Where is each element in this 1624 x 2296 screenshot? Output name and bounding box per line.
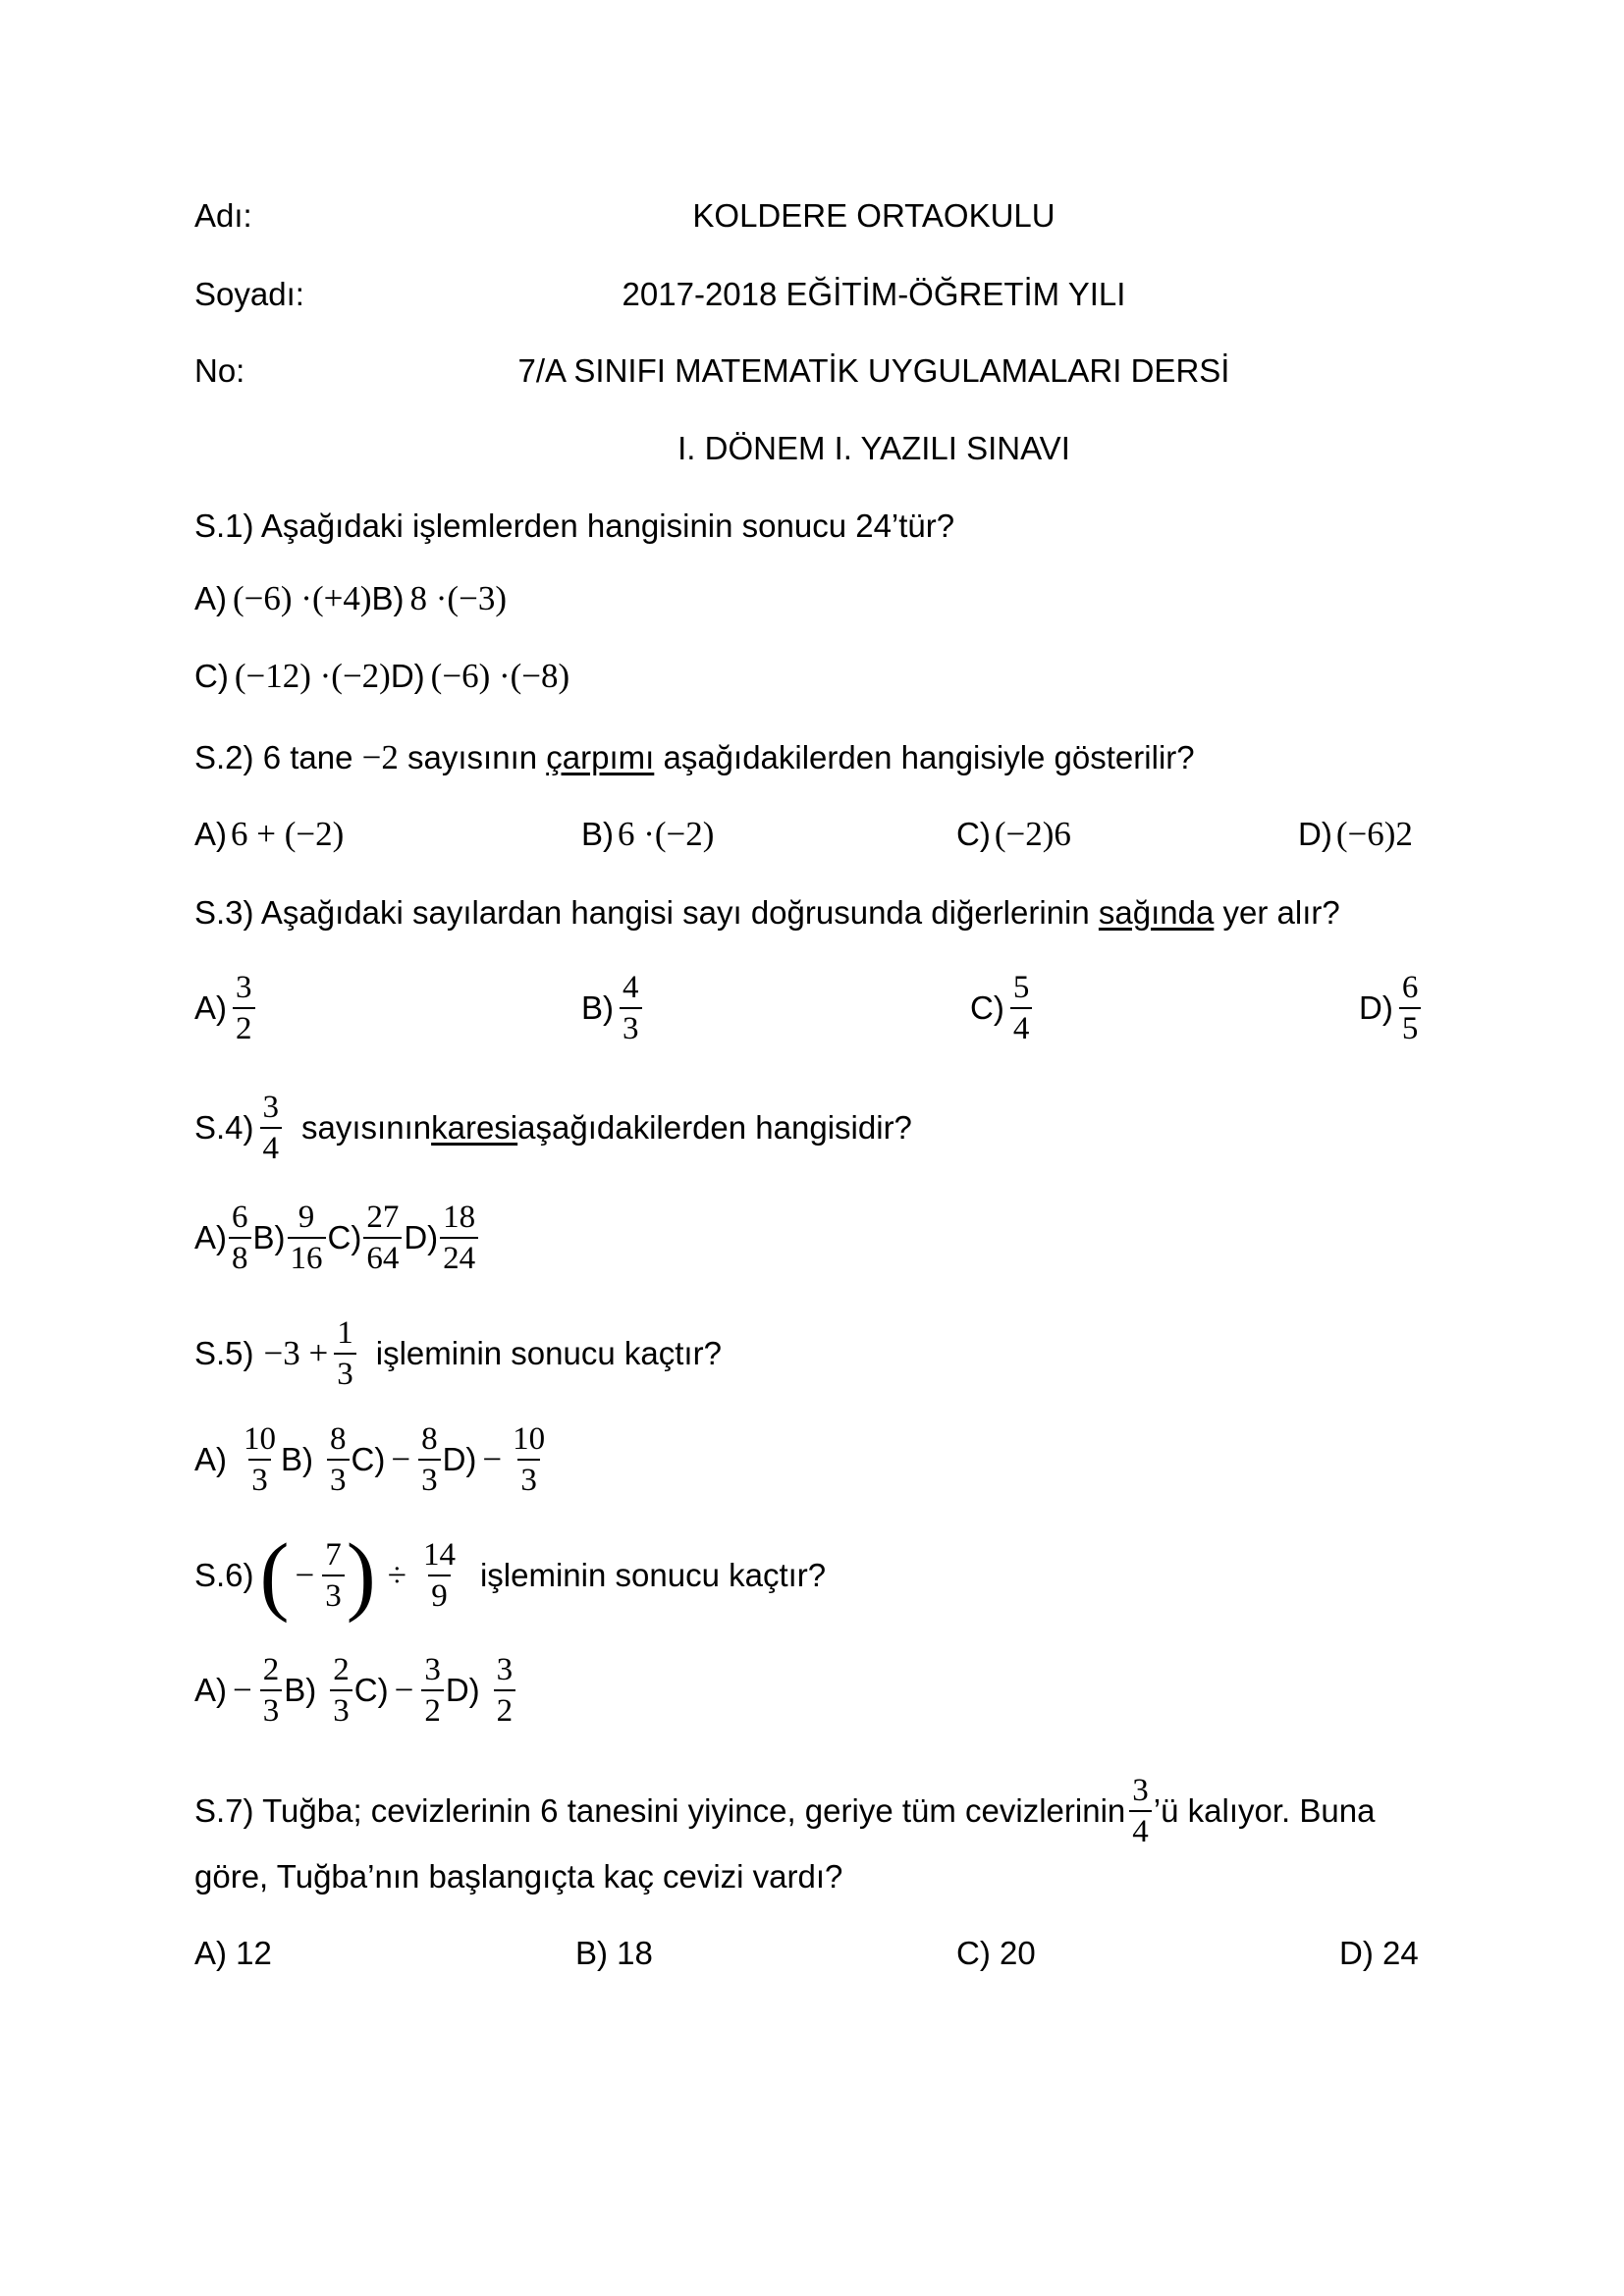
option-d-fraction: [440, 1200, 478, 1276]
option-d-label: D): [390, 658, 425, 694]
option-a-label: A): [194, 1672, 227, 1708]
name-label: Adı:: [194, 197, 252, 234]
numerator: 4: [623, 970, 639, 1005]
question-2-prefix: S.2) 6 tane: [194, 739, 362, 775]
option-d-sign: −: [482, 1440, 503, 1478]
school-title: KOLDERE ORTAOKULU: [692, 197, 1056, 234]
question-3-option-b: [581, 970, 644, 1046]
question-5-options: [194, 1421, 550, 1498]
option-b-label: B): [284, 1672, 317, 1708]
question-5-label: S.5): [194, 1335, 254, 1371]
question-1: S.1) Aşağıdaki işlemlerden hangisinin sonucu 24’tür?: [194, 507, 955, 544]
question-6: [194, 1526, 827, 1624]
denominator: 2: [421, 1689, 444, 1729]
course-title: 7/A SINIFI MATEMATİK UYGULAMALARI DERSİ: [517, 352, 1230, 389]
question-7-option-c: C) 20: [956, 1935, 1036, 1971]
denominator: 16: [288, 1237, 326, 1276]
denominator: 2: [494, 1689, 516, 1729]
denominator: 3: [322, 1575, 345, 1614]
question-5-fraction: [334, 1315, 356, 1392]
numerator: 5: [1012, 970, 1030, 1005]
numerator: 6: [1401, 970, 1419, 1005]
option-a-label: A): [194, 989, 227, 1026]
option-a-label: A): [194, 1441, 227, 1477]
denominator: 3: [330, 1689, 352, 1729]
option-c-value: (−12) ·(−2): [234, 657, 391, 695]
question-7-suffix: ’ü kalıyor. Buna: [1153, 1792, 1376, 1829]
option-a-label: A): [194, 1219, 227, 1255]
option-c-label: C): [956, 816, 991, 852]
open-parenthesis: (: [259, 1526, 290, 1624]
option-b-label: B): [371, 580, 405, 616]
option-c-exponent: 6: [1054, 815, 1071, 853]
option-b-label: B): [281, 1441, 313, 1477]
numerator: 9: [298, 1200, 315, 1235]
option-b-value: 6 ·(−2): [618, 815, 715, 853]
question-7-line-2: göre, Tuğba’nın başlangıçta kaç cevizi vardı?: [194, 1858, 843, 1895]
question-6-options: [194, 1652, 517, 1729]
numerator: 3: [236, 970, 252, 1005]
numerator: 8: [421, 1421, 438, 1457]
question-2: [194, 738, 1195, 777]
option-d-value: (−6) ·(−8): [430, 657, 570, 695]
question-3-option-a: [194, 970, 257, 1046]
question-3-prefix: S.3) Aşağıdaki sayılardan hangisi sayı doğrusunda diğerlerinin: [194, 894, 1099, 931]
question-5-expression: −3 +: [263, 1334, 329, 1372]
option-a-fraction: [241, 1421, 279, 1498]
denominator: 4: [1129, 1810, 1152, 1849]
numerator: 3: [262, 1090, 280, 1125]
option-a-sign: −: [233, 1671, 252, 1709]
question-4-fraction: [260, 1090, 283, 1166]
question-7-option-b: B) 18: [575, 1935, 653, 1971]
question-4-mid: sayısının: [301, 1109, 432, 1146]
option-b-fraction: [288, 1200, 326, 1276]
question-3-option-c: [970, 970, 1034, 1046]
question-6-suffix: işleminin sonucu kaçtır?: [479, 1557, 827, 1593]
denominator: 3: [418, 1459, 441, 1498]
question-3: [194, 893, 1340, 933]
denominator: 3: [327, 1459, 350, 1498]
numerator: 3: [424, 1652, 441, 1687]
option-b-label: B): [581, 989, 614, 1026]
numerator: 14: [422, 1537, 456, 1573]
numerator: 1: [337, 1315, 353, 1351]
option-a-value: (−6) ·(+4): [233, 579, 372, 617]
question-4-suffix: aşağıdakilerden hangisidir?: [517, 1109, 912, 1146]
option-d-base: (−6): [1335, 815, 1396, 853]
option-c-base: (−2): [994, 815, 1055, 853]
number-label: No:: [194, 352, 245, 389]
close-parenthesis: ): [346, 1526, 376, 1624]
denominator: 3: [334, 1353, 356, 1392]
question-2-number: −2: [361, 738, 399, 776]
option-b-label: B): [252, 1219, 286, 1255]
question-7-option-a: A) 12: [194, 1935, 272, 1971]
numerator: 27: [366, 1200, 400, 1235]
question-6-fraction-1: [322, 1537, 345, 1614]
question-2-option-d: [1298, 815, 1413, 854]
numerator: 10: [513, 1421, 546, 1457]
numerator: 2: [262, 1652, 280, 1687]
question-4: [194, 1090, 912, 1166]
option-c-label: C): [327, 1219, 362, 1255]
question-3-underlined: sağında: [1098, 894, 1215, 931]
option-c-fraction: [421, 1652, 444, 1729]
option-a-label: A): [194, 816, 227, 852]
question-2-mid: sayısının: [398, 739, 547, 775]
option-a-value: 6 + (−2): [231, 815, 345, 853]
question-6-label: S.6): [194, 1557, 254, 1593]
option-a-fraction: [233, 970, 255, 1046]
denominator: 3: [260, 1689, 283, 1729]
option-c-fraction: [418, 1421, 441, 1498]
question-5-suffix: işleminin sonucu kaçtır?: [375, 1335, 722, 1371]
option-c-label: C): [970, 989, 1004, 1026]
option-d-label: D): [404, 1219, 439, 1255]
option-a-fraction: [260, 1652, 283, 1729]
question-2-option-c: [956, 815, 1071, 854]
denominator: 3: [517, 1459, 540, 1498]
question-7-fraction: [1129, 1773, 1152, 1849]
option-b-fraction: [327, 1421, 350, 1498]
question-2-suffix: aşağıdakilerden hangisiyle gösterilir?: [654, 739, 1195, 775]
question-1-options-row-1: [194, 579, 507, 618]
denominator: 3: [620, 1007, 642, 1046]
option-d-fraction: [494, 1652, 516, 1729]
exam-title: I. DÖNEM I. YAZILI SINAVI: [677, 430, 1070, 466]
option-c-label: C): [194, 658, 229, 694]
option-d-label: D): [1298, 816, 1332, 852]
question-7-line-1: [194, 1773, 1375, 1849]
option-c-label: C): [351, 1441, 386, 1477]
divide-operator: ÷: [387, 1556, 406, 1594]
option-d-label: D): [442, 1441, 477, 1477]
numerator: 6: [232, 1200, 248, 1235]
numerator: 3: [1132, 1773, 1149, 1808]
academic-year: 2017-2018 EĞİTİM-ÖĞRETİM YILI: [622, 276, 1126, 312]
question-7-prefix: S.7) Tuğba; cevizlerinin 6 tanesini yiyince, geriye tüm cevizlerinin: [194, 1792, 1126, 1829]
option-b-fraction: [330, 1652, 352, 1729]
question-4-underlined: karesi: [431, 1109, 518, 1146]
denominator: 9: [428, 1575, 451, 1614]
numerator: 18: [443, 1200, 476, 1235]
question-1-options-row-2: [194, 657, 569, 696]
denominator: 2: [233, 1007, 255, 1046]
option-c-fraction: [1010, 970, 1033, 1046]
option-d-fraction: [1399, 970, 1422, 1046]
option-d-label: D): [1359, 989, 1393, 1026]
numerator: 8: [330, 1421, 347, 1457]
surname-label: Soyadı:: [194, 276, 304, 312]
question-6-sign: −: [295, 1556, 315, 1594]
denominator: 4: [1010, 1007, 1033, 1046]
option-a-label: A): [194, 580, 227, 616]
option-b-fraction: [620, 970, 642, 1046]
question-2-option-a: [194, 815, 344, 854]
denominator: 8: [229, 1237, 251, 1276]
option-c-sign: −: [391, 1440, 411, 1478]
numerator: 2: [333, 1652, 350, 1687]
denominator: 64: [363, 1237, 402, 1276]
denominator: 5: [1399, 1007, 1422, 1046]
numerator: 7: [325, 1537, 342, 1573]
question-5: [194, 1315, 722, 1392]
option-b-value: 8 ·(−3): [409, 579, 507, 617]
option-c-sign: −: [394, 1671, 414, 1709]
question-2-option-b: [581, 815, 714, 854]
question-4-label: S.4): [194, 1109, 254, 1146]
numerator: 3: [496, 1652, 514, 1687]
denominator: 24: [440, 1237, 478, 1276]
question-3-option-d: [1359, 970, 1423, 1046]
option-d-exponent: 2: [1395, 815, 1413, 853]
option-c-label: C): [353, 1672, 389, 1708]
question-6-fraction-2: [420, 1537, 459, 1614]
question-7-option-d: D) 24: [1339, 1935, 1419, 1971]
option-d-label: D): [445, 1672, 480, 1708]
numerator: 10: [244, 1421, 276, 1457]
question-2-underlined: çarpımı: [546, 739, 655, 775]
question-4-options: [194, 1200, 480, 1276]
option-c-fraction: [363, 1200, 402, 1276]
denominator: 3: [248, 1459, 271, 1498]
denominator: 4: [260, 1127, 283, 1166]
option-d-fraction: [510, 1421, 548, 1498]
question-3-suffix: yer alır?: [1214, 894, 1340, 931]
option-a-fraction: [229, 1200, 251, 1276]
option-b-label: B): [581, 816, 614, 852]
